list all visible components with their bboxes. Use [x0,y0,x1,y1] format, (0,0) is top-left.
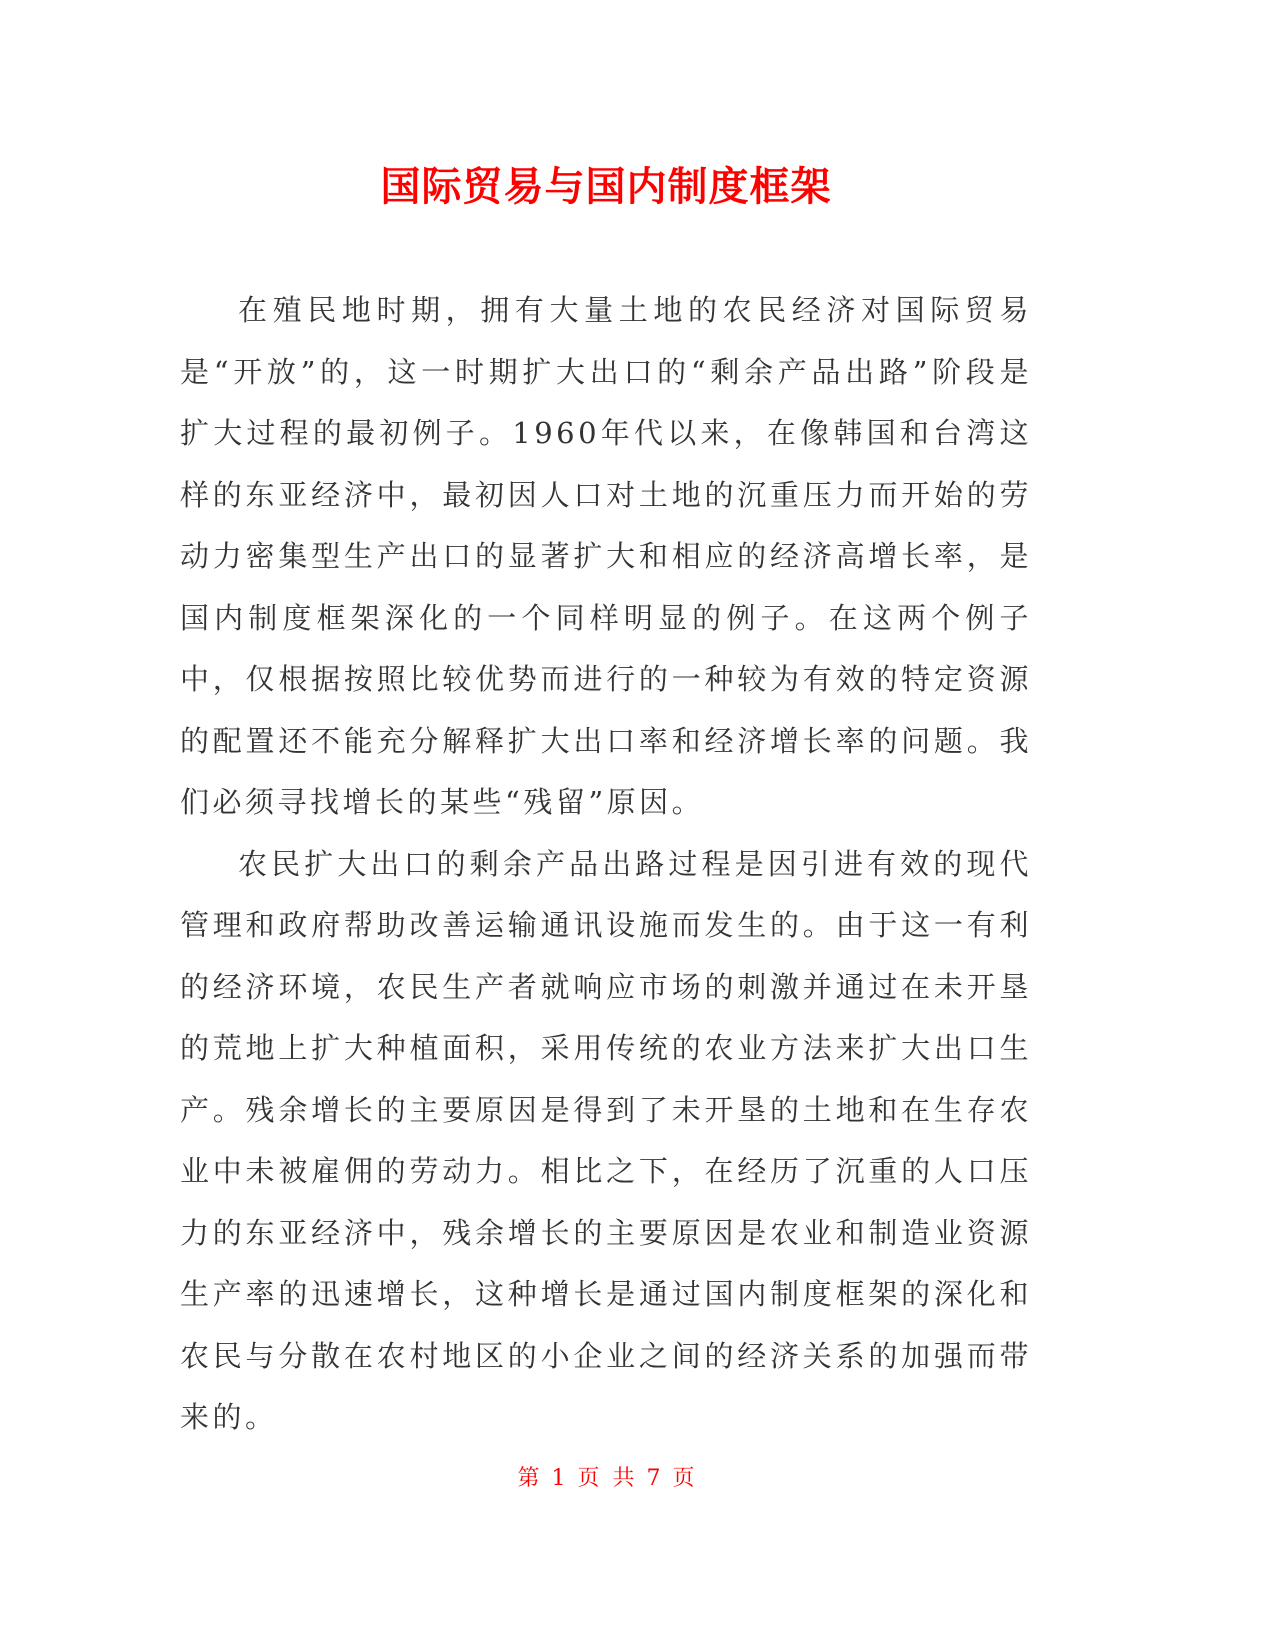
footer-current-page: 1 [551,1466,566,1491]
paragraph-1: 在殖民地时期，拥有大量土地的农民经济对国际贸易是“开放”的，这一时期扩大出口的“剩余产品出路”阶段是扩大过程的最初例子。1960年代以来，在像韩国和台湾这样的东亚经济中，最初因人口对土地的沉重压力而开始的劳动力密集型生产出口的显著扩大和相应的经济高增长率，是国内制度框架深化的一个同样明显的例子。在这两个例子中，仅根据按照比较优势而进行的一种较为有效的特定资源的配置还不能充分解释扩大出口率和经济增长率的问题。我们必须寻找增长的某些“残留”原因。 [180,293,1032,819]
footer-suffix: 页 [672,1466,695,1491]
footer-middle: 页 共 [577,1466,635,1491]
footer-total-pages: 7 [646,1466,661,1491]
page-number-footer [0,1464,1212,1494]
document-title: 国际贸易与国内制度框架 [380,164,832,210]
document-body [180,280,1032,1449]
paragraph-2: 农民扩大出口的剩余产品出路过程是因引进有效的现代管理和政府帮助改善运输通讯设施而发生的。由于这一有利的经济环境，农民生产者就响应市场的刺激并通过在未开垦的荒地上扩大种植面积，采用传统的农业方法来扩大出口生产。残余增长的主要原因是得到了未开垦的土地和在生存农业中未被雇佣的劳动力。相比之下，在经历了沉重的人口压力的东亚经济中，残余增长的主要原因是农业和制造业资源生产率的迅速增长，这种增长是通过国内制度框架的深化和农民与分散在农村地区的小企业之间的经济关系的加强而带来的。 [180,846,1032,1434]
footer-prefix: 第 [517,1466,540,1491]
